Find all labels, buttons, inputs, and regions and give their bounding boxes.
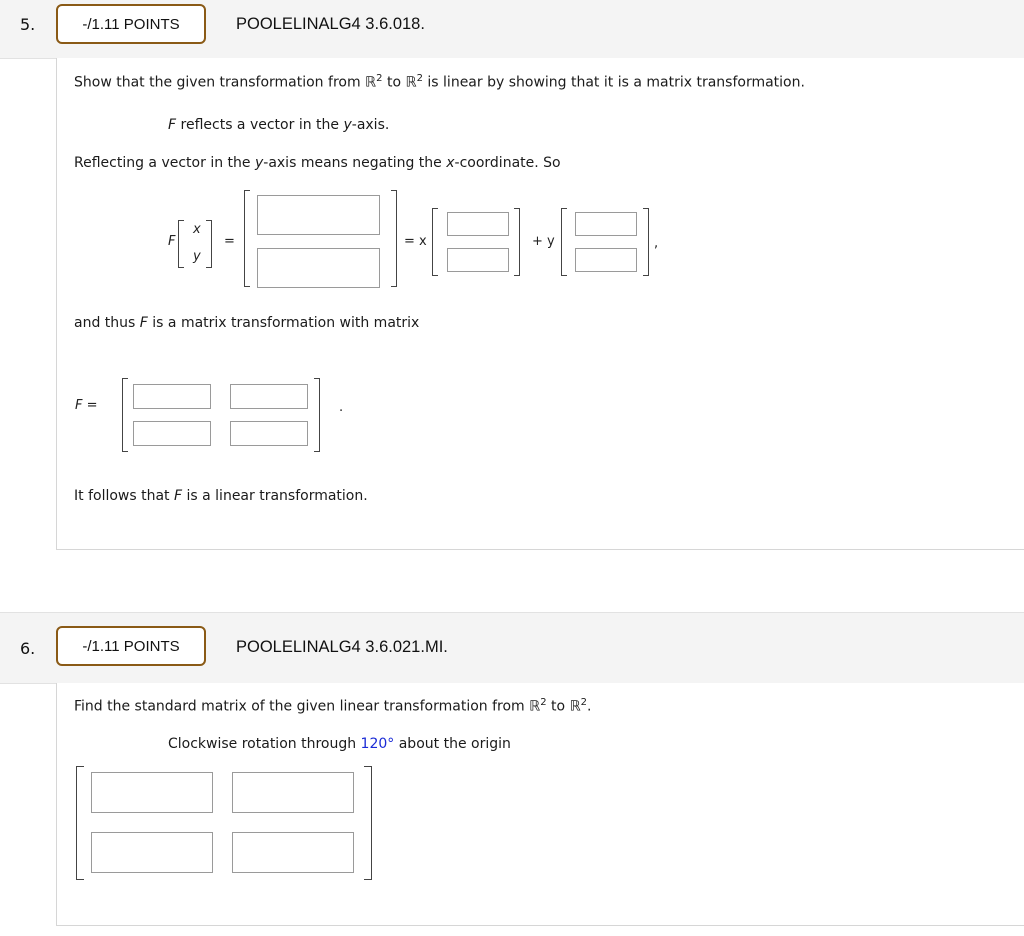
eq-col2-left-bracket <box>561 208 567 276</box>
q5-explain-x: x <box>446 155 455 171</box>
eq-col1-bottom-input[interactable] <box>447 248 509 272</box>
q6-matrix-r1c1-input[interactable] <box>91 772 213 813</box>
q6-points-badge[interactable]: -/1.11 POINTS <box>56 626 206 666</box>
q6-rot-a: Clockwise rotation through <box>168 736 361 752</box>
eq-col2-bottom-input[interactable] <box>575 248 637 272</box>
eq-col1-top-input[interactable] <box>447 212 509 236</box>
q5-y-var: y <box>343 117 352 133</box>
eq-vec-y: y <box>193 249 201 264</box>
q5-points-badge[interactable]: -/1.11 POINTS <box>56 4 206 44</box>
eq-result-right-bracket <box>391 190 397 287</box>
matrix-F-label: F = <box>75 398 98 413</box>
q6-matrix-left-bracket <box>76 766 84 880</box>
q6-intro <box>74 697 591 715</box>
matrix-F-r1c2-input[interactable] <box>230 384 308 409</box>
q6-problem-code: POOLELINALG4 3.6.021.MI. <box>236 638 448 656</box>
matrix-F-right-bracket <box>314 378 320 452</box>
eq-vec-left-bracket <box>178 220 184 268</box>
eq-comma: , <box>654 236 659 251</box>
q5-statement <box>168 117 389 133</box>
q5-explain-a: Reflecting a vector in the <box>74 155 255 171</box>
q5-number: 5. <box>20 15 36 34</box>
q6-intro-a: Find the standard matrix of the given linear transformation from <box>74 698 530 715</box>
eq-result-bottom-input[interactable] <box>257 248 380 288</box>
q5-sup-1: 2 <box>376 73 383 84</box>
matrix-F-r2c1-input[interactable] <box>133 421 211 446</box>
q6-sup-2: 2 <box>580 697 588 708</box>
eq-vec-right-bracket <box>206 220 212 268</box>
q6-R-symbol-2: ℝ <box>569 698 581 715</box>
eq-col2-right-bracket <box>643 208 649 276</box>
q5-sup-2: 2 <box>416 73 423 84</box>
q6-matrix-r2c2-input[interactable] <box>232 832 354 873</box>
eq-col1-right-bracket <box>514 208 520 276</box>
q6-matrix-r2c1-input[interactable] <box>91 832 213 873</box>
q5-problem-code: POOLELINALG4 3.6.018. <box>236 15 425 33</box>
q5-explain-b: -axis means negating the <box>263 155 447 171</box>
matrix-F-r2c2-input[interactable] <box>230 421 308 446</box>
q5-explain <box>74 155 561 171</box>
eq-result-left-bracket <box>244 190 250 287</box>
q5-statement-a: reflects a vector in the <box>176 117 344 133</box>
q6-intro-to: to <box>546 698 570 715</box>
q5-thus <box>74 315 419 331</box>
eq-plus-y: + y <box>532 234 555 249</box>
q6-angle: 120° <box>360 736 395 752</box>
q6-number: 6. <box>20 639 36 658</box>
q5-F-var: F <box>168 117 177 133</box>
q5-explain-c: -coordinate. So <box>454 155 561 171</box>
q6-intro-end: . <box>587 698 592 715</box>
eq-result-top-input[interactable] <box>257 195 380 235</box>
q5-follows-F: F <box>173 488 183 504</box>
q6-matrix-r1c2-input[interactable] <box>232 772 354 813</box>
q6-sup-1: 2 <box>540 697 547 708</box>
q5-intro-to: to <box>382 74 406 91</box>
eq-vec-x: x <box>193 222 201 237</box>
q5-follows-a: It follows that <box>74 488 174 504</box>
q5-thus-a: and thus <box>74 315 140 331</box>
q5-follows <box>74 488 368 504</box>
q6-matrix-right-bracket <box>364 766 372 880</box>
q5-intro <box>74 73 805 91</box>
q5-R-symbol-1: ℝ <box>365 74 377 91</box>
q5-intro-b: is linear by showing that it is a matrix transformation. <box>422 74 805 91</box>
eq-F-label: F <box>168 234 176 249</box>
q5-follows-b: is a linear transformation. <box>182 488 368 504</box>
matrix-F-left-bracket <box>122 378 128 452</box>
q5-explain-y: y <box>254 155 264 171</box>
q6-R-symbol-1: ℝ <box>529 698 541 715</box>
matrix-F-period: . <box>339 400 344 415</box>
q5-thus-b: is a matrix transformation with matrix <box>147 315 420 331</box>
eq-col2-top-input[interactable] <box>575 212 637 236</box>
q5-statement-end: -axis. <box>351 117 390 133</box>
q5-intro-a: Show that the given transformation from <box>74 74 366 91</box>
eq-equals-x: = x <box>404 234 427 249</box>
q6-rotation <box>168 736 511 752</box>
matrix-F-r1c1-input[interactable] <box>133 384 211 409</box>
q5-R-symbol-2: ℝ <box>405 74 417 91</box>
eq-col1-left-bracket <box>432 208 438 276</box>
q6-rot-b: about the origin <box>394 736 511 752</box>
q5-thus-F: F <box>139 315 148 331</box>
eq-equals: = <box>224 234 235 249</box>
